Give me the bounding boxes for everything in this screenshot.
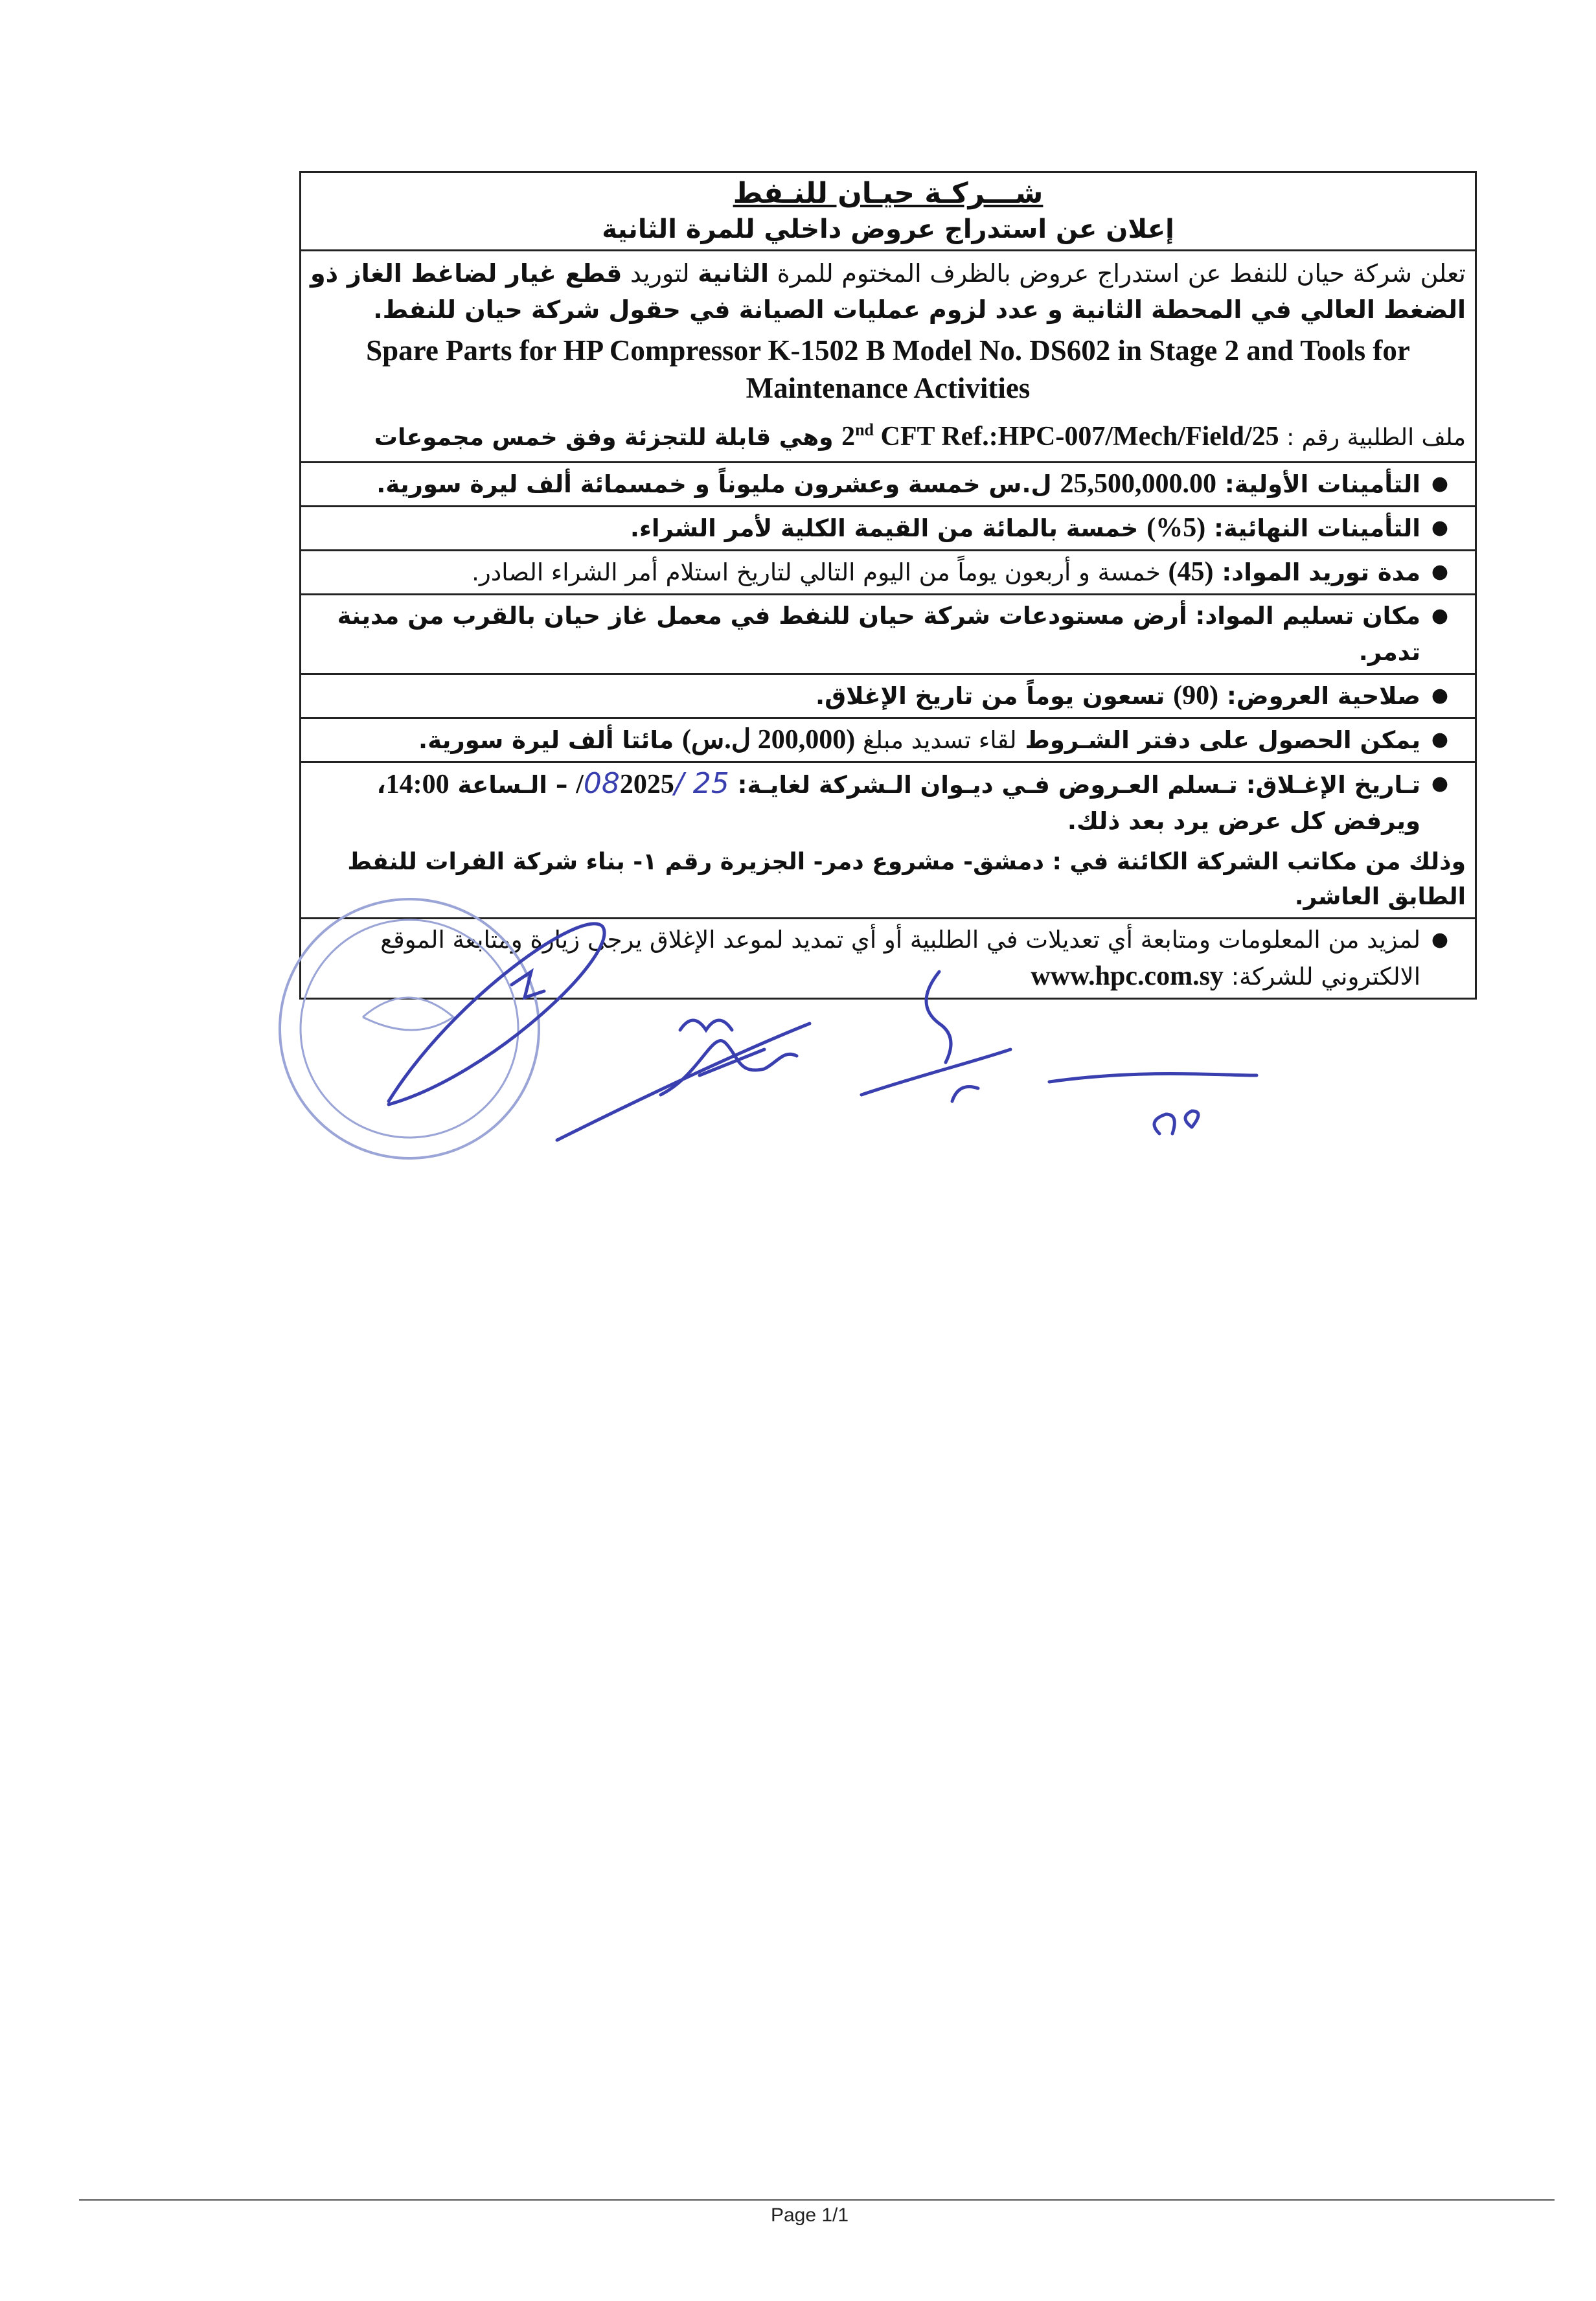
notice-header [301,173,1475,251]
bullet-conditions-book [301,719,1475,763]
footer-divider [79,2199,1555,2201]
ref-sup: nd [855,420,874,439]
bullet-text: تسعون يوماً من تاريخ الإغلاق. [815,682,1174,710]
ref-prefix: 2 [841,422,856,452]
bullet-dot: ● [1431,728,1449,751]
signature-1 [389,924,810,1140]
english-title: Spare Parts for HP Compressor K-1502 B Model No. DS602 in Stage 2 and Tools for Maintenance Activities [366,334,1410,404]
bullet-text: خمسة و أربعون يوماً من اليوم التالي لتاريخ استلام أمر الشراء الصادر. [472,558,1168,586]
bullet-text: أرض مستودعات شركة حيان للنفط في معمل غاز حيان بالقرب من مدينة تدمر. [337,602,1420,666]
bullet-text: مائتا ألف ليرة سورية. [418,726,682,754]
intro-paragraph [301,251,1475,332]
closing-note: ، ويرفض كل عرض يرد بعد ذلك. [376,771,1420,835]
bullet-offer-validity [301,675,1475,719]
bullet-initial-guarantee [301,463,1475,507]
tender-notice [299,171,1477,1000]
bullet-dot: ● [1431,772,1449,795]
company-stamp [280,899,539,1158]
ref-label: ملف الطلبية رقم : [1279,424,1466,451]
bullet-value: (5%) [1146,513,1206,543]
closing-hour-label: – الـساعة [449,771,576,799]
closing-sep: / [674,767,693,800]
closing-year: 2025/ [576,770,674,799]
bullet-label: مكان تسليم المواد: [1187,602,1420,630]
intro-text-2: الثانية [698,259,770,288]
bullet-dot: ● [1431,928,1449,951]
company-address: وذلك من مكاتب الشركة الكائنة في : دمشق- مشروع دمر- الجزيرة رقم ١- بناء شركة الفرات للنفط الطابق العاشر. [347,849,1466,910]
bullet-label: يمكن الحصول على دفتر الشـروط [1016,726,1420,754]
bullet-label: التأمينات الأولية: [1216,470,1420,498]
bullet-label: التأمينات النهائية: [1205,514,1420,542]
ref-code [841,422,1279,452]
company-name: شـــركـة حيـان للنـفط [733,177,1043,210]
notice-subtitle: إعلان عن استدراج عروض داخلي للمرة الثانية [602,214,1174,244]
bullet-text: خمسة بالمائة من القيمة الكلية لأمر الشراء. [630,514,1147,542]
page-number: Page 1/1 [770,2204,849,2226]
bullet-value: 25,500,000.00 [1060,469,1216,499]
bullet-value: (200,000 ل.س) [682,725,856,755]
bullet-text: ل.س خمسة وعشرون مليوناً و خمسمائة ألف ليرة سورية. [376,470,1060,498]
website-text: لمزيد من المعلومات ومتابعة أي تعديلات في الطلبية أو أي تمديد لموعد الإغلاق يرجى زيارة ومتابعة الموقع الالكتروني للشركة: [380,926,1420,990]
intro-text-4: قطع غيار لضاغط الغاز ذو الضغط العالي في المحطة الثانية و عدد لزوم عمليات الصيانة في حقول شركة حيان للنفط. [310,259,1466,324]
bullet-mid: لقاء تسديد مبلغ [855,726,1017,754]
closing-text: تـسلم العـروض فـي ديـوان الـشركة لغايـة: [729,771,1238,799]
order-reference [301,407,1475,461]
bullet-delivery-place [301,595,1475,675]
bullet-dot: ● [1431,472,1449,495]
bullet-value: (45) [1168,557,1214,587]
closing-month: 08 [583,767,620,800]
intro-text-3: لتوريد [622,259,698,288]
bullet-label: مدة توريد المواد: [1213,558,1420,586]
bullet-supply-period [301,551,1475,595]
bullet-dot: ● [1431,604,1449,627]
bullet-label: تـاريخ الإغـلاق: [1237,771,1420,799]
closing-day: 25 [692,767,729,800]
signature-3 [861,972,1257,1134]
bullet-final-guarantee [301,507,1475,551]
bullet-value: (90) [1173,681,1219,711]
ref-suffix: وهي قابلة للتجزئة وفق خمس مجموعات [374,424,842,451]
website-link[interactable]: www.hpc.com.sy [1031,961,1224,991]
bullet-dot: ● [1431,516,1449,539]
stamp-and-signatures [0,881,1596,1179]
intro-text-1: تعلن شركة حيان للنفط عن استدراج عروض بالظرف المختوم للمرة [769,259,1466,288]
bullet-closing-date [301,763,1475,842]
bullet-label: صلاحية العروض: [1218,682,1420,710]
notice-intro [301,251,1475,463]
closing-time: 14:00 [385,770,450,799]
bullet-dot: ● [1431,560,1449,583]
bullet-dot: ● [1431,684,1449,707]
ref-code-text: CFT Ref.:HPC-007/Mech/Field/25 [874,422,1279,452]
